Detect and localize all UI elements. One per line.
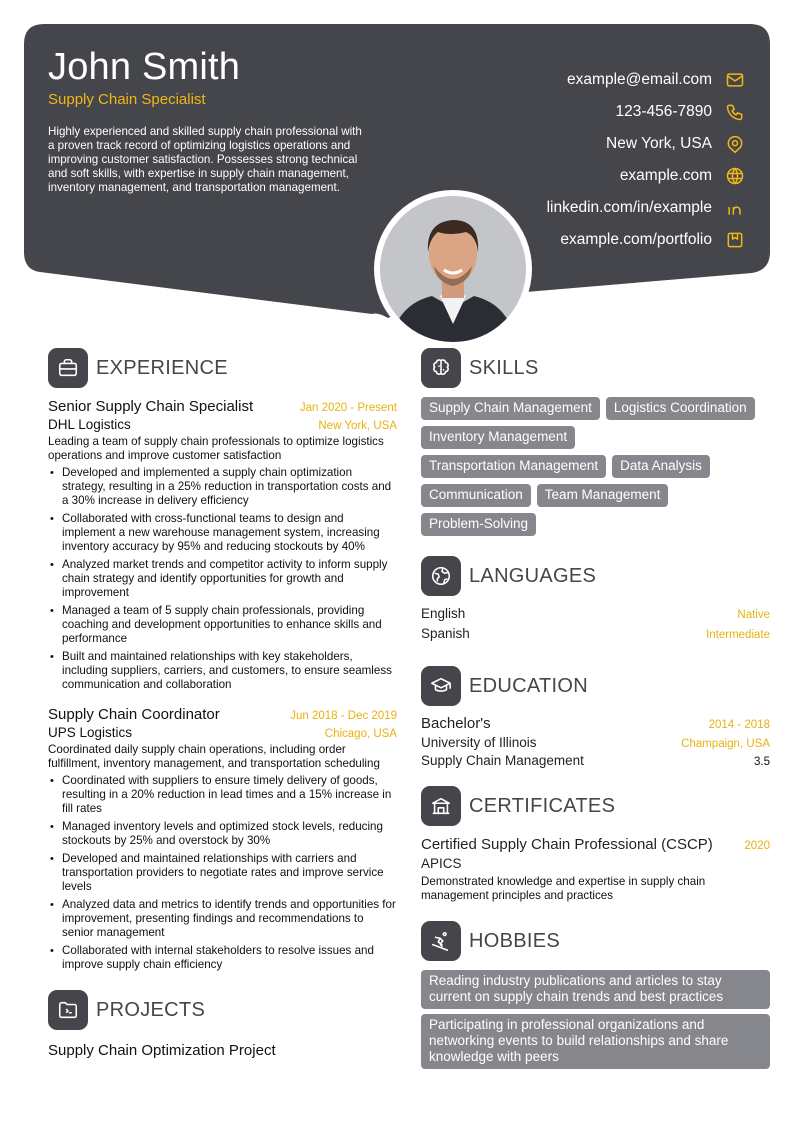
languages-heading: LANGUAGES [469,564,597,587]
job-location: Chicago, USA [324,728,397,740]
bullet-item: • Developed and maintained relationships with carriers and transportation providers to negotiate rates and improve service levels [48,852,397,894]
institution-icon [421,786,461,826]
bullet-item: • Collaborated with internal stakeholders to resolve issues and improve supply chain efficiency [48,944,397,972]
experience-entry [48,706,397,972]
job-title: Senior Supply Chain Specialist [48,398,254,415]
contact-website[interactable] [547,160,746,192]
phone-icon [724,101,746,123]
bullet-item: • Coordinated with suppliers to ensure timely delivery of goods, resulting in a 20% reduction in lead times and a 15% increase in fill rates [48,774,397,816]
candidate-name: John Smith [48,46,241,88]
skill-chip: Logistics Coordination [606,397,755,420]
job-title-headline: Supply Chain Specialist [48,91,206,108]
company-name: UPS Logistics [48,725,133,740]
education-field: Supply Chain Management [421,753,584,768]
contact-website-text[interactable]: example.com [619,167,712,184]
skill-chip: Problem-Solving [421,513,536,536]
job-location: New York, USA [318,420,397,432]
job-description: Leading a team of supply chain professionals to optimize logistics operations and improve customer satisfaction [48,435,384,462]
language-icon [421,556,461,596]
language-row [421,606,770,626]
certificate-year: 2020 [744,840,770,852]
skill-chip: Data Analysis [612,455,710,478]
contact-list [547,64,746,256]
skill-chip: Communication [421,484,531,507]
profile-photo [374,190,532,348]
experience-section-header [48,348,397,388]
contact-email[interactable] [547,64,746,96]
language-level: Native [737,609,770,621]
contact-phone[interactable] [547,96,746,128]
mail-icon [724,69,746,91]
bookmark-icon [724,229,746,251]
job-title: Supply Chain Coordinator [48,706,220,723]
bullet-item: • Managed a team of 5 supply chain professionals, providing coaching and development opportunities to enhance skills and performance [48,604,397,646]
briefcase-icon [48,348,88,388]
job-bullets [48,466,397,692]
certificate-issuer: APICS [421,856,462,871]
skills-section-header [421,348,770,388]
globe-icon [724,165,746,187]
certificates-heading: CERTIFICATES [469,794,616,817]
hobbies-list [421,970,770,1069]
certificate-title: Certified Supply Chain Professional (CSCP) [421,836,713,853]
bullet-item: • Analyzed data and metrics to identify trends and opportunities for improvement, presenting findings and recommendations to senior management [48,898,397,940]
bullet-item: • Developed and implemented a supply chain optimization strategy, resulting in a 25% reduction in transportation costs and a 30% increase in delivery efficiency [48,466,397,508]
location-pin-icon [724,133,746,155]
skill-chip: Inventory Management [421,426,575,449]
bullet-item: • Built and maintained relationships with key stakeholders, including suppliers, carriers, and customers, to ensure seamless communication and collaboration [48,650,397,692]
education-section-header [421,666,770,706]
contact-email-text[interactable]: example@email.com [567,71,712,88]
experience-entry [48,398,397,692]
bullet-item: • Collaborated with cross-functional teams to design and implement a new warehouse management system, increasing inventory accuracy by 95% and reducing stockouts by 40% [48,512,397,554]
skills-list [421,397,761,536]
left-column [48,348,397,1059]
bullet-item: • Analyzed market trends and competitor activity to inform supply chain strategy and identify opportunities for growth and improvement [48,558,397,600]
education-entry [421,715,770,768]
skiing-icon [421,921,461,961]
company-name: DHL Logistics [48,417,131,432]
job-description: Coordinated daily supply chain operations, including order fulfillment, inventory management, and transportation scheduling [48,743,380,770]
right-column [421,348,770,1074]
hobby-item: Reading industry publications and articles to stay current on supply chain trends and best practices [421,970,770,1009]
language-name: Spanish [421,626,470,641]
education-school: University of Illinois [421,735,537,750]
languages-section-header [421,556,770,596]
languages-list [421,606,770,646]
certificate-description: Demonstrated knowledge and expertise in supply chain management principles and practices [421,875,706,902]
graduation-cap-icon [421,666,461,706]
language-name: English [421,606,466,621]
contact-portfolio-text[interactable]: example.com/portfolio [560,231,712,248]
job-bullets [48,774,397,972]
brain-icon [421,348,461,388]
certificate-entry [421,836,770,903]
contact-linkedin-text[interactable]: linkedin.com/in/example [546,199,712,216]
contact-location-text: New York, USA [606,135,712,152]
education-gpa: 3.5 [754,756,770,768]
bullet-item: • Managed inventory levels and optimized stock levels, reducing stockouts by 25% and overstock by 30% [48,820,397,848]
contact-portfolio[interactable] [547,224,746,256]
skill-chip: Supply Chain Management [421,397,600,420]
language-level: Intermediate [706,629,770,641]
projects-heading: PROJECTS [96,998,206,1021]
certificates-section-header [421,786,770,826]
linkedin-icon [724,197,746,219]
contact-phone-text[interactable]: 123-456-7890 [615,103,712,120]
contact-location [547,128,746,160]
folder-icon [48,990,88,1030]
project-title: Supply Chain Optimization Project [48,1042,276,1059]
contact-linkedin[interactable] [547,192,746,224]
profile-summary: Highly experienced and skilled supply chain professional with a proven track record of optimizing logistics operations and improving customer satisfaction. Possesses strong technical and soft skills, with expertise in supply chain management, inventory management, and transportation management. [48,125,362,194]
projects-section-header [48,990,397,1030]
language-row [421,626,770,646]
experience-heading: EXPERIENCE [96,356,228,379]
skills-heading: SKILLS [469,356,539,379]
job-dates: Jan 2020 - Present [299,402,397,414]
hobbies-section-header [421,921,770,961]
job-dates: Jun 2018 - Dec 2019 [290,710,397,722]
education-heading: EDUCATION [469,674,588,697]
skill-chip: Transportation Management [421,455,606,478]
education-years: 2014 - 2018 [708,719,770,731]
education-location: Champaign, USA [681,738,770,750]
skill-chip: Team Management [537,484,669,507]
hobby-item: Participating in professional organizations and networking events to build relationships and share knowledge with peers [421,1014,770,1069]
education-degree: Bachelor's [421,715,491,732]
hobbies-heading: HOBBIES [469,929,561,952]
